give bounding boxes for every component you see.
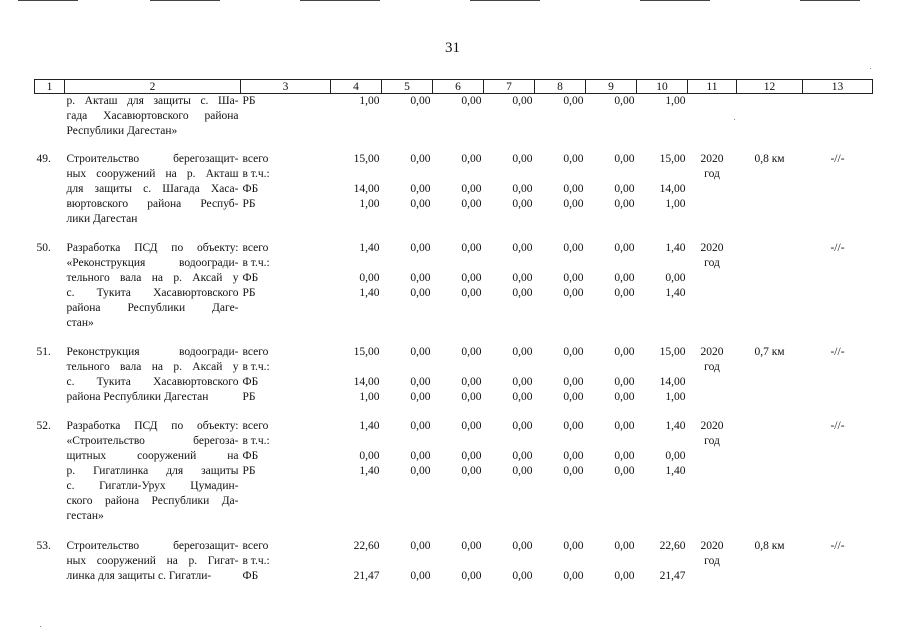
col-header: 5: [382, 80, 433, 94]
description-line: ных сооружений на р. Гигат-: [66, 554, 239, 567]
scan-line: [800, 0, 860, 1]
value-col9: 0,00 0,00 0,00: [614, 419, 635, 477]
row-index: 50.: [36, 241, 51, 254]
table-row: [35, 345, 873, 419]
length-value: 0,7 км: [754, 345, 785, 358]
value-col9: 0,00 0,00: [614, 539, 635, 582]
value-col7: 0,00 0,00 0,00: [512, 152, 533, 210]
table-row: [35, 94, 873, 152]
value-col6: 0,00 0,00 0,00: [461, 419, 482, 477]
note-mark: [803, 94, 873, 152]
value-col10: 1,00: [665, 95, 686, 107]
value-col8: 0,00 0,00 0,00: [563, 152, 584, 210]
description-line: Разработка ПСД по объекту:: [66, 241, 239, 254]
note-mark: -//-: [830, 152, 845, 165]
col-header: 8: [535, 80, 586, 94]
description-line: Строительство берегозащит-: [66, 539, 239, 552]
description-line: вюртовского района Респуб-: [66, 197, 239, 210]
value-col8: 0,00 0,00 0,00: [563, 345, 584, 403]
value-col10: 1,40 0,00 1,40: [665, 241, 686, 299]
value-col4: 1,40 0,00 1,40: [359, 241, 380, 299]
row-index: 51.: [36, 345, 51, 358]
description-line: гестан»: [66, 509, 104, 522]
row-description: [65, 419, 241, 539]
funding-source: всего в т.ч.: ФБ РБ: [242, 345, 270, 403]
length-value: [737, 94, 803, 152]
scan-speck: [40, 626, 41, 627]
value-col9: 0,00 0,00 0,00: [614, 345, 635, 403]
completion-year: 2020 год: [700, 419, 724, 447]
col-header: 10: [637, 80, 688, 94]
row-index: 52.: [36, 419, 51, 432]
col-header: 11: [688, 80, 737, 94]
description-line: района Республики Даге-: [66, 301, 239, 314]
value-col5: 0,00 0,00 0,00: [410, 152, 431, 210]
row-description: [65, 241, 241, 345]
scan-line: [470, 0, 540, 1]
note-mark: -//-: [830, 241, 845, 254]
value-col7: 0,00: [512, 95, 533, 107]
budget-table: [34, 79, 873, 599]
col-header: 9: [586, 80, 637, 94]
description-line: щитных сооружений на: [66, 449, 239, 462]
description-line: Строительство берегозащит-: [66, 152, 239, 165]
funding-source: всего в т.ч.: ФБ РБ: [242, 241, 270, 299]
length-value: 0,8 км: [754, 539, 785, 552]
description-line: с. Тукита Хасавюртовского: [66, 375, 239, 388]
table-row: [35, 419, 873, 539]
description-line: ных сооружений на р. Акташ: [66, 167, 239, 180]
row-description: [65, 152, 241, 241]
value-col10: 22,60 21,47: [659, 539, 686, 582]
value-col10: 15,00 14,00 1,00: [659, 152, 686, 210]
value-col7: 0,00 0,00 0,00: [512, 241, 533, 299]
value-col5: 0,00 0,00 0,00: [410, 241, 431, 299]
completion-year: 2020 год: [700, 539, 724, 567]
value-col7: 0,00 0,00: [512, 539, 533, 582]
description-line: с. Гигатли-Урух Цумадин-: [66, 479, 239, 492]
row-description: [65, 539, 241, 599]
value-col8: 0,00 0,00: [563, 539, 584, 582]
description-line: Реконструкция водоогради-: [66, 345, 239, 358]
col-header: 7: [484, 80, 535, 94]
length-value: 0,8 км: [754, 152, 785, 165]
row-index: [35, 94, 65, 152]
scan-line: [640, 0, 710, 1]
description-line: для защиты с. Шагада Хаса-: [66, 182, 239, 195]
description-line: гада Хасавюртовского района: [66, 110, 239, 122]
length-value: [737, 241, 803, 345]
note-mark: -//-: [830, 419, 845, 432]
col-header: 12: [737, 80, 803, 94]
description-line: стан»: [66, 316, 94, 329]
funding-source: всего в т.ч.: ФБ: [242, 539, 270, 582]
value-col10: 15,00 14,00 1,00: [659, 345, 686, 403]
value-col8: 0,00 0,00 0,00: [563, 241, 584, 299]
value-col8: 0,00 0,00 0,00: [563, 419, 584, 477]
value-col7: 0,00 0,00 0,00: [512, 419, 533, 477]
description-line: Республики Дагестан»: [66, 125, 178, 137]
col-header: 6: [433, 80, 484, 94]
description-line: района Республики Дагестан: [66, 390, 209, 403]
col-header: 3: [241, 80, 331, 94]
description-line: «Строительство берегоза-: [66, 434, 239, 447]
table-row: [35, 539, 873, 599]
table-row: [35, 241, 873, 345]
row-index: 49.: [36, 152, 51, 165]
description-line: «Реконструкция водоогради-: [66, 256, 239, 269]
value-col10: 1,40 0,00 1,40: [665, 419, 686, 477]
value-col5: 0,00: [410, 95, 431, 107]
description-line: с. Тукита Хасавюртовского: [66, 286, 239, 299]
description-line: р. Гигатлинка для защиты: [66, 464, 239, 477]
description-line: линка для защиты с. Гигатли-: [66, 569, 212, 582]
value-col9: 0,00 0,00 0,00: [614, 152, 635, 210]
description-line: лики Дагестан: [66, 212, 138, 225]
value-col4: 22,60 21,47: [353, 539, 380, 582]
funding-source: РБ: [242, 95, 256, 107]
length-value: [737, 419, 803, 539]
value-col5: 0,00 0,00: [410, 539, 431, 582]
value-col7: 0,00 0,00 0,00: [512, 345, 533, 403]
value-col5: 0,00 0,00 0,00: [410, 345, 431, 403]
description-line: р. Акташ для защиты с. Ша-: [66, 95, 239, 107]
value-col9: 0,00 0,00 0,00: [614, 241, 635, 299]
row-index: 53.: [36, 539, 51, 552]
completion-year: 2020 год: [700, 241, 724, 269]
description-line: ского района Республики Да-: [66, 494, 239, 507]
funding-source: всего в т.ч.: ФБ РБ: [242, 419, 270, 477]
value-col6: 0,00 0,00 0,00: [461, 345, 482, 403]
value-col4: 15,00 14,00 1,00: [353, 152, 380, 210]
col-header: 13: [803, 80, 873, 94]
row-description: [65, 94, 241, 152]
value-col6: 0,00 0,00: [461, 539, 482, 582]
completion-year: 2020 год: [700, 152, 724, 180]
value-col6: 0,00 0,00 0,00: [461, 152, 482, 210]
completion-year: [688, 94, 737, 152]
value-col9: 0,00: [614, 95, 635, 107]
value-col8: 0,00: [563, 95, 584, 107]
row-description: [65, 345, 241, 419]
header-row: [35, 80, 873, 94]
value-col6: 0,00 0,00 0,00: [461, 241, 482, 299]
value-col4: 15,00 14,00 1,00: [353, 345, 380, 403]
value-col4: 1,40 0,00 1,40: [359, 419, 380, 477]
scan-line: [18, 0, 78, 1]
scan-speck: [870, 68, 871, 69]
description-line: тельного вала на р. Аксай у: [66, 271, 239, 284]
completion-year: 2020 год: [700, 345, 724, 373]
funding-source: всего в т.ч.: ФБ РБ: [242, 152, 270, 210]
value-col4: 1,00: [359, 95, 380, 107]
col-header: 1: [35, 80, 65, 94]
scan-line: [150, 0, 220, 1]
value-col5: 0,00 0,00 0,00: [410, 419, 431, 477]
note-mark: -//-: [830, 345, 845, 358]
note-mark: -//-: [830, 539, 845, 552]
col-header: 2: [65, 80, 241, 94]
table-row: [35, 152, 873, 241]
scan-line: [300, 0, 380, 1]
page-number: 31: [445, 40, 460, 56]
description-line: тельного вала на р. Аксай у: [66, 360, 239, 373]
value-col6: 0,00: [461, 95, 482, 107]
description-line: Разработка ПСД по объекту:: [66, 419, 239, 432]
col-header: 4: [331, 80, 382, 94]
